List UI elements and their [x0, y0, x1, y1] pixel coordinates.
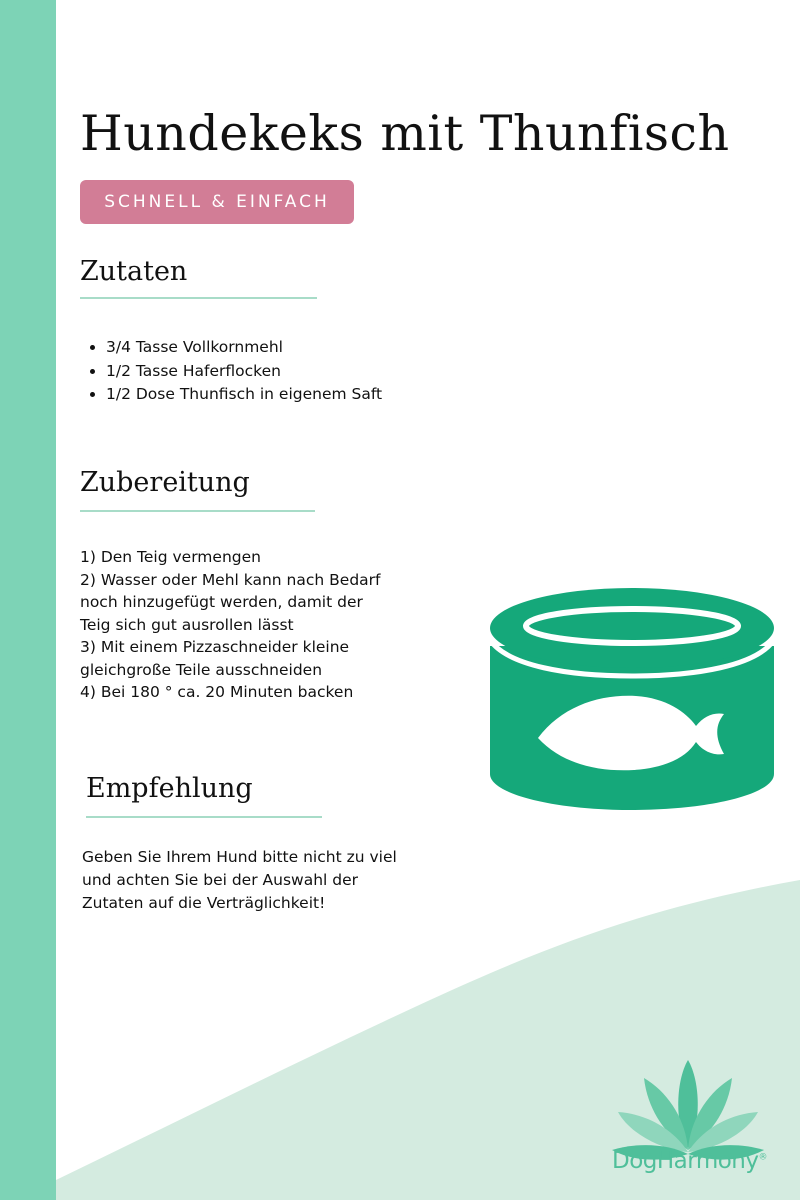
step-line: 4) Bei 180 ° ca. 20 Minuten backen — [80, 683, 354, 701]
list-item: • 1/2 Dose Thunfisch in eigenem Saft — [106, 383, 382, 407]
preparation-heading: Zubereitung — [80, 467, 250, 498]
advice-line: Zutaten auf die Verträglichkeit! — [82, 894, 326, 912]
step-line: noch hinzugefügt werden, damit der — [80, 593, 363, 611]
ingredients-heading: Zutaten — [80, 256, 188, 287]
advice-line: Geben Sie Ihrem Hund bitte nicht zu viel — [82, 848, 397, 866]
step-line: gleichgroße Teile ausschneiden — [80, 660, 323, 679]
ingredients-divider — [80, 297, 317, 299]
recommendation-divider — [86, 816, 322, 818]
advice-line: und achten Sie bei der Auswahl der — [82, 871, 358, 889]
list-item: • 3/4 Tasse Vollkornmehl — [106, 336, 382, 360]
brand-name: DogHarmony — [612, 1148, 759, 1174]
brand-logo-text — [612, 1148, 792, 1174]
ingredients-list — [82, 336, 382, 407]
page-title: Hundekeks mit Thunfisch — [80, 105, 730, 162]
step-line: 2) Wasser oder Mehl kann nach Bedarf — [80, 570, 381, 589]
recommendation-heading: Empfehlung — [86, 773, 253, 804]
preparation-divider — [80, 510, 315, 512]
recommendation-text — [82, 846, 422, 915]
list-item: • 1/2 Tasse Haferflocken — [106, 360, 382, 384]
preparation-steps — [80, 546, 420, 704]
tuna-can-icon — [488, 588, 776, 810]
category-badge: SCHNELL & EINFACH — [80, 180, 354, 224]
registered-mark: ® — [758, 1152, 767, 1163]
step-line: Teig sich gut ausrollen lässt — [80, 615, 294, 634]
step-line: 1) Den Teig vermengen — [80, 548, 261, 566]
step-line: 3) Mit einem Pizzaschneider kleine — [80, 638, 350, 656]
